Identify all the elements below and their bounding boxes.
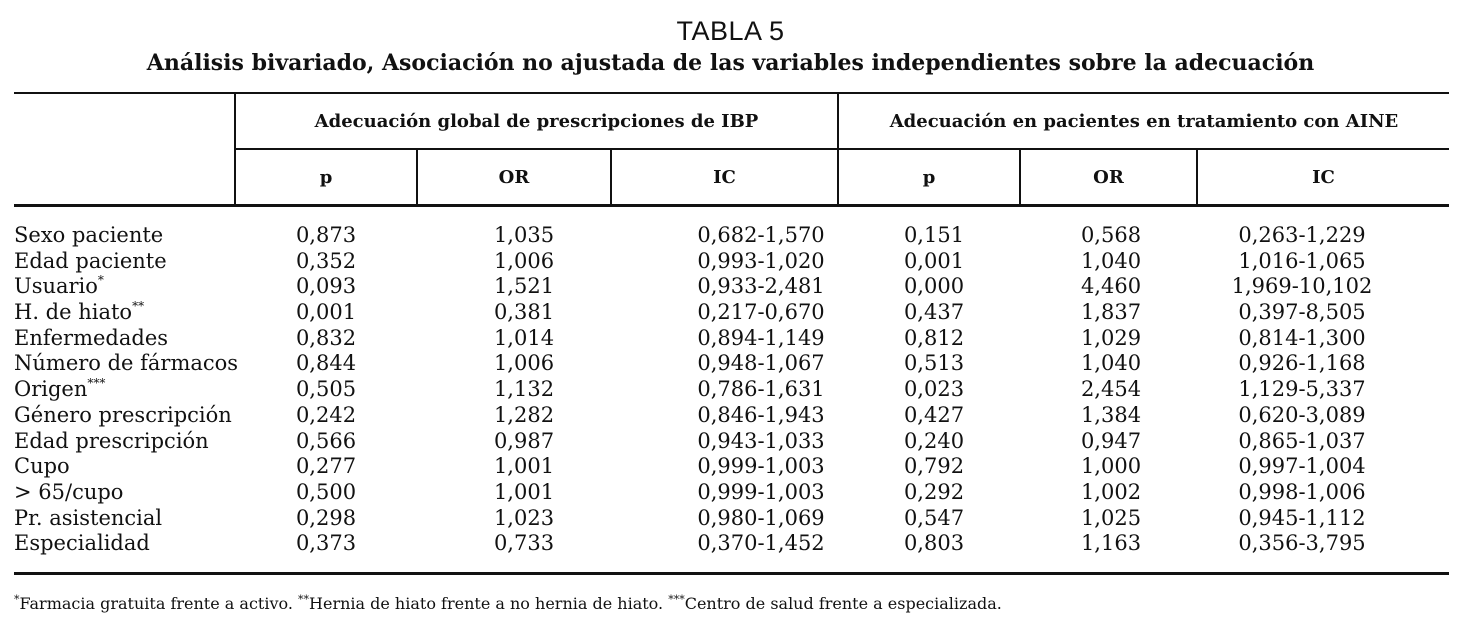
table-cell: 0,846-1,943 bbox=[697, 402, 825, 427]
table-cell: 1,006 bbox=[493, 248, 555, 273]
table-cell: 2,454 bbox=[1080, 377, 1142, 402]
table-cell: 4,460 bbox=[1080, 274, 1142, 299]
table-cell: 0,844 bbox=[295, 351, 357, 376]
table-cell: 0,943-1,033 bbox=[697, 428, 825, 453]
table-cell: 0,926-1,168 bbox=[1238, 351, 1366, 376]
row-label-text: Especialidad bbox=[14, 531, 150, 556]
table-cell: 1,384 bbox=[1080, 402, 1142, 427]
row-label bbox=[14, 274, 104, 300]
table-cell: 1,129-5,337 bbox=[1238, 377, 1366, 402]
divider-label bbox=[234, 93, 236, 206]
footnote bbox=[14, 594, 1002, 613]
table-cell: 0,682-1,570 bbox=[697, 223, 825, 247]
table-cell: 0,803 bbox=[903, 531, 965, 556]
table-cell: 0,933-2,481 bbox=[697, 274, 825, 299]
table-cell: 0,352 bbox=[295, 248, 357, 273]
row-label-mark: * bbox=[97, 273, 104, 288]
table-cell: 0,999-1,003 bbox=[697, 454, 825, 479]
col-header-p-2: p bbox=[922, 167, 936, 188]
footnote-text: Farmacia gratuita frente a activo. bbox=[19, 594, 299, 613]
table-cell: 0,381 bbox=[493, 300, 555, 325]
row-label-text: Edad prescripción bbox=[14, 428, 209, 453]
table-cell: 1,001 bbox=[493, 454, 555, 479]
table-cell: 0,513 bbox=[903, 351, 965, 376]
table-cell: 0,812 bbox=[903, 325, 965, 350]
table-cell: 1,014 bbox=[493, 325, 555, 350]
row-label bbox=[14, 454, 70, 480]
table-cell: 0,620-3,089 bbox=[1238, 402, 1366, 427]
table-row bbox=[0, 403, 1461, 429]
table-cell: 0,001 bbox=[903, 248, 965, 273]
table-cell: 1,000 bbox=[1080, 454, 1142, 479]
table-cell: 0,733 bbox=[493, 531, 555, 556]
table-cell: 0,980-1,069 bbox=[697, 505, 825, 530]
row-label-text: Origen bbox=[14, 377, 88, 402]
group-header-ibp: Adecuación global de prescripciones de IBP bbox=[314, 111, 759, 132]
table-cell: 0,427 bbox=[903, 402, 965, 427]
row-label bbox=[14, 506, 162, 532]
table-cell: 0,998-1,006 bbox=[1238, 479, 1366, 504]
row-label-text: Pr. asistencial bbox=[14, 505, 163, 530]
footnote-mark: *** bbox=[668, 593, 685, 606]
table-cell: 1,837 bbox=[1080, 300, 1142, 325]
table-cell: 0,947 bbox=[1080, 428, 1142, 453]
header-rule bbox=[14, 204, 1449, 207]
table-number: TABLA 5 bbox=[676, 16, 785, 46]
row-label bbox=[14, 249, 167, 275]
bottom-rule bbox=[14, 572, 1449, 575]
table-cell: 0,547 bbox=[903, 505, 965, 530]
row-label-mark: ** bbox=[132, 299, 145, 314]
table-cell: 0,240 bbox=[903, 428, 965, 453]
table-cell: 1,132 bbox=[493, 377, 555, 402]
table-row bbox=[0, 274, 1461, 300]
table-cell: 1,029 bbox=[1080, 325, 1142, 350]
table-row bbox=[0, 351, 1461, 377]
row-label-text: Género prescripción bbox=[14, 402, 232, 427]
table-cell: 0,814-1,300 bbox=[1238, 325, 1366, 350]
row-label bbox=[14, 429, 209, 455]
table-cell: 0,263-1,229 bbox=[1238, 223, 1366, 247]
table-cell: 0,500 bbox=[295, 479, 357, 504]
group-header-aine: Adecuación en pacientes en tratamiento con AINE bbox=[889, 111, 1399, 132]
table-cell: 0,568 bbox=[1080, 223, 1142, 247]
table-cell: 0,873 bbox=[295, 223, 357, 247]
row-label-text: Usuario bbox=[14, 274, 98, 299]
table-row bbox=[0, 377, 1461, 403]
row-label-mark: *** bbox=[87, 376, 106, 391]
row-label-text: > 65/cupo bbox=[14, 479, 124, 504]
table-row bbox=[0, 506, 1461, 532]
row-label bbox=[14, 480, 123, 506]
table-cell: 0,566 bbox=[295, 428, 357, 453]
col-header-p-1: p bbox=[319, 167, 333, 188]
footnote-mark: * bbox=[14, 593, 20, 606]
table-cell: 1,002 bbox=[1080, 479, 1142, 504]
row-label bbox=[14, 300, 144, 326]
footnote-text: Hernia de hiato frente a no hernia de hiato. bbox=[309, 594, 669, 613]
table-body bbox=[0, 223, 1461, 557]
table-cell: 1,040 bbox=[1080, 351, 1142, 376]
table-cell: 0,298 bbox=[295, 505, 357, 530]
table-cell: 0,373 bbox=[295, 531, 357, 556]
table-cell: 0,023 bbox=[903, 377, 965, 402]
table-cell: 1,040 bbox=[1080, 248, 1142, 273]
table-cell: 0,993-1,020 bbox=[697, 248, 825, 273]
row-label-text: Número de fármacos bbox=[14, 351, 239, 376]
col-header-ic-1: IC bbox=[713, 167, 736, 188]
table-cell: 0,217-0,670 bbox=[697, 300, 825, 325]
row-label-text: Enfermedades bbox=[14, 325, 169, 350]
table-cell: 0,999-1,003 bbox=[697, 479, 825, 504]
table-cell: 0,505 bbox=[295, 377, 357, 402]
table-row bbox=[0, 480, 1461, 506]
table-cell: 0,356-3,795 bbox=[1238, 531, 1366, 556]
row-label bbox=[14, 377, 105, 403]
table-row bbox=[0, 531, 1461, 557]
row-label bbox=[14, 403, 232, 429]
table-cell: 0,370-1,452 bbox=[697, 531, 825, 556]
footnote-mark: ** bbox=[298, 593, 310, 606]
table-cell: 0,792 bbox=[903, 454, 965, 479]
table-row bbox=[0, 300, 1461, 326]
table-cell: 0,948-1,067 bbox=[697, 351, 825, 376]
table-cell: 1,969-10,102 bbox=[1231, 274, 1373, 299]
table-cell: 0,786-1,631 bbox=[697, 377, 825, 402]
row-label-text: Edad paciente bbox=[14, 248, 167, 273]
top-rule bbox=[14, 92, 1449, 94]
table-cell: 1,035 bbox=[493, 223, 555, 247]
row-label bbox=[14, 351, 238, 377]
table-cell: 0,277 bbox=[295, 454, 357, 479]
row-label bbox=[14, 326, 168, 352]
table-cell: 0,093 bbox=[295, 274, 357, 299]
table-cell: 1,163 bbox=[1080, 531, 1142, 556]
table-cell: 0,987 bbox=[493, 428, 555, 453]
table-cell: 0,945-1,112 bbox=[1238, 505, 1366, 530]
table-cell: 0,001 bbox=[295, 300, 357, 325]
col-header-ic-2: IC bbox=[1312, 167, 1335, 188]
table-cell: 1,016-1,065 bbox=[1238, 248, 1366, 273]
table-cell: 1,001 bbox=[493, 479, 555, 504]
table-cell: 0,865-1,037 bbox=[1238, 428, 1366, 453]
divider-groups bbox=[837, 93, 839, 206]
col-header-or-2: OR bbox=[1093, 167, 1124, 188]
row-label bbox=[14, 223, 163, 249]
table-cell: 0,437 bbox=[903, 300, 965, 325]
table-cell: 0,292 bbox=[903, 479, 965, 504]
table-cell: 0,997-1,004 bbox=[1238, 454, 1366, 479]
table-row bbox=[0, 223, 1461, 249]
table-cell: 1,006 bbox=[493, 351, 555, 376]
footnote-text: Centro de salud frente a especializada. bbox=[684, 594, 1002, 613]
table-cell: 1,521 bbox=[493, 274, 555, 299]
col-header-or-1: OR bbox=[498, 167, 530, 188]
table-cell: 1,282 bbox=[493, 402, 555, 427]
table-row bbox=[0, 326, 1461, 352]
table-cell: 0,151 bbox=[903, 223, 965, 247]
table-caption: Análisis bivariado, Asociación no ajustada de las variables independientes sobre la adecuación bbox=[146, 50, 1315, 76]
row-label-text: Sexo paciente bbox=[14, 223, 164, 247]
table-cell: 0,832 bbox=[295, 325, 357, 350]
table-row bbox=[0, 454, 1461, 480]
row-label-text: H. de hiato bbox=[14, 300, 133, 325]
row-label bbox=[14, 531, 150, 557]
table-cell: 1,023 bbox=[493, 505, 555, 530]
table-row bbox=[0, 249, 1461, 275]
table-cell: 0,242 bbox=[295, 402, 357, 427]
table-cell: 1,025 bbox=[1080, 505, 1142, 530]
table-row bbox=[0, 429, 1461, 455]
table-cell: 0,894-1,149 bbox=[697, 325, 825, 350]
row-label-text: Cupo bbox=[14, 454, 70, 479]
table-cell: 0,000 bbox=[903, 274, 965, 299]
table-cell: 0,397-8,505 bbox=[1238, 300, 1366, 325]
